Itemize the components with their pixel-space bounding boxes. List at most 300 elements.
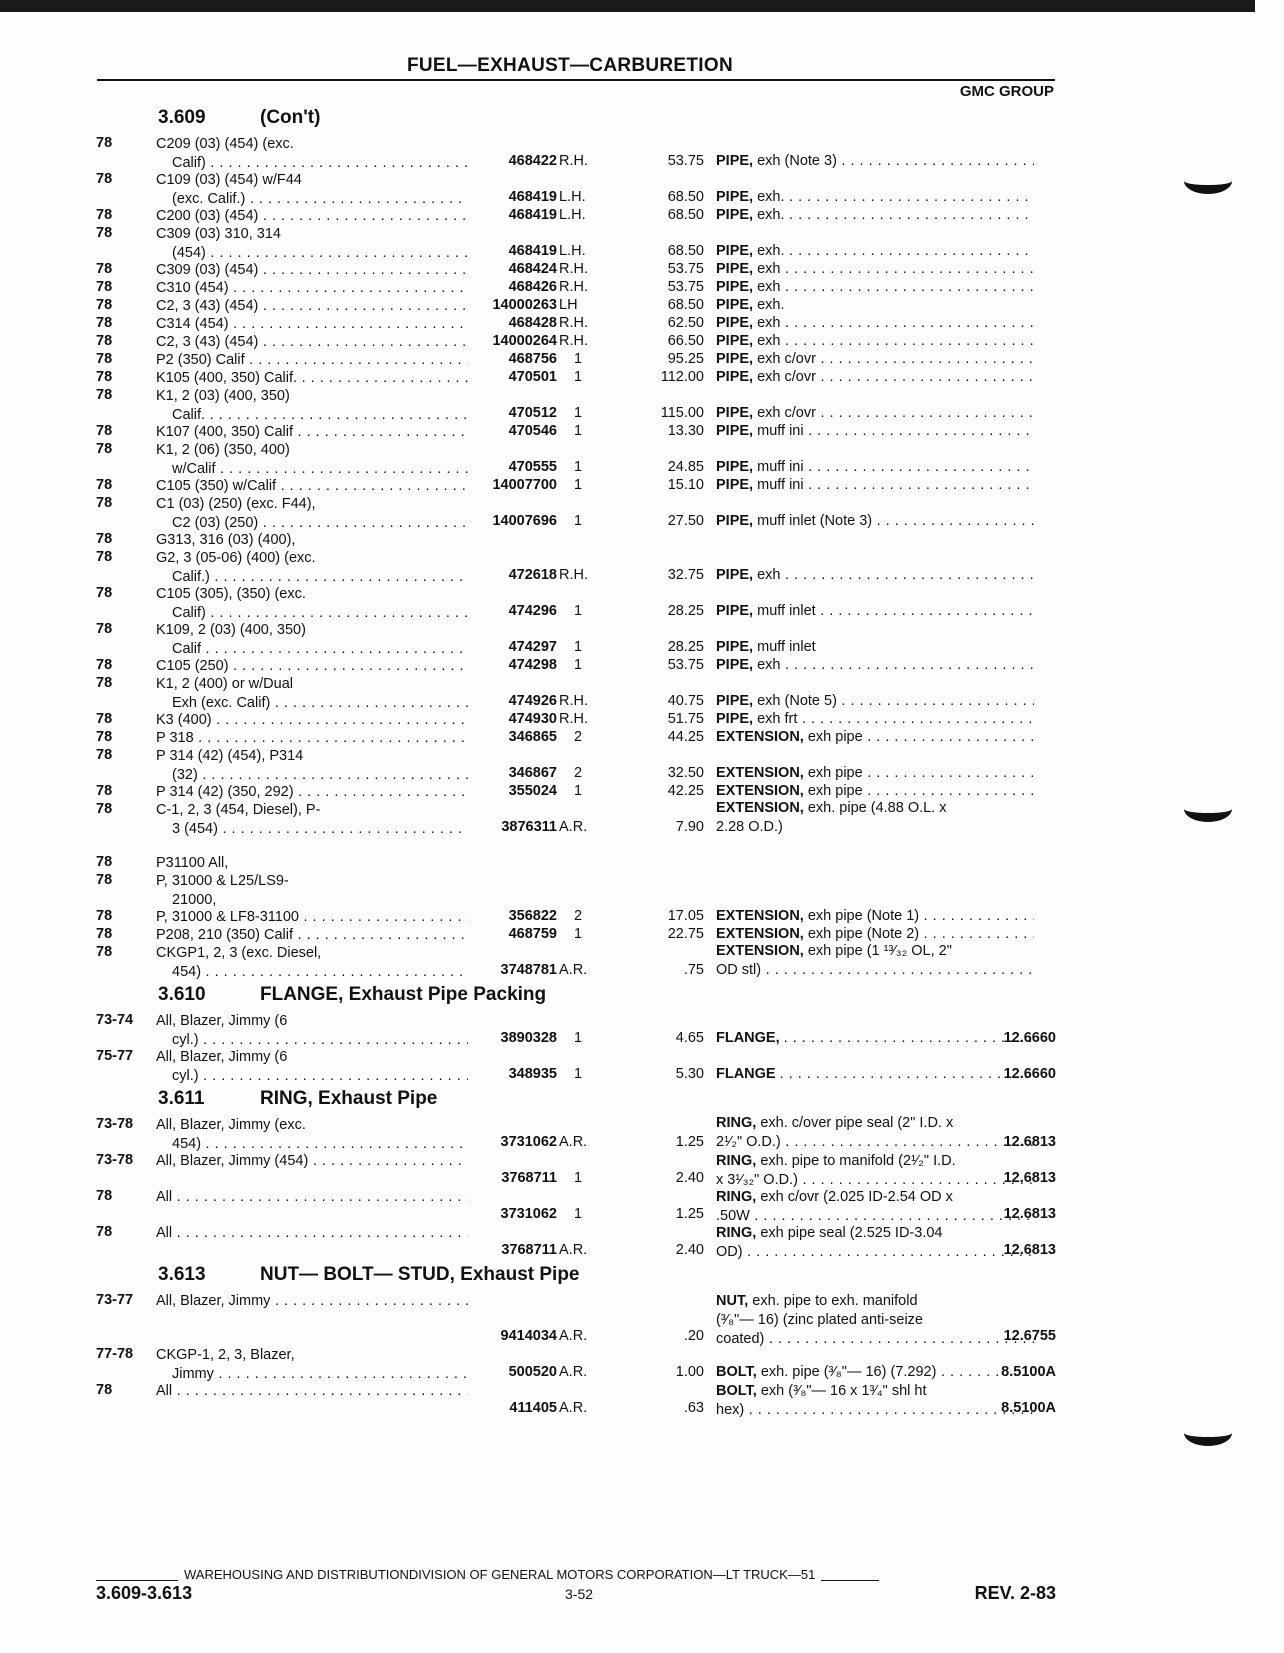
list-price: 53.75 [667, 657, 704, 673]
description-keyword: PIPE, [716, 207, 754, 223]
part-number-value: 14000264 [492, 333, 557, 349]
model-year: 78 [96, 549, 113, 565]
description-keyword: EXTENSION, [716, 943, 804, 959]
list-price: 24.85 [667, 459, 704, 475]
part-number [372, 1241, 597, 1260]
list-price: 53.75 [667, 261, 704, 277]
reference-number: 12.6660 [1003, 1030, 1056, 1046]
description-keyword: PIPE, [716, 657, 754, 673]
quantity-unit: R.H. [559, 711, 588, 727]
model-year: 78 [96, 495, 113, 511]
quantity-unit: 1 [573, 459, 583, 475]
list-price: 2.40 [675, 1170, 704, 1186]
list-price: 2.40 [675, 1242, 704, 1258]
description [716, 278, 1034, 297]
application-line: Calif. . . . [156, 406, 468, 425]
table-row [96, 333, 1056, 351]
table-row [96, 1346, 1056, 1382]
description [716, 1029, 1034, 1048]
application-line: All, Blazer, Jimmy (6 [156, 1013, 288, 1029]
application-line: w/Calif . . . [156, 460, 468, 479]
quantity-unit: A.R. [559, 1364, 588, 1380]
model-year: 78 [96, 225, 113, 241]
model-year: 78 [96, 261, 113, 277]
quantity-unit: 1 [573, 1170, 583, 1186]
model-year: 78 [96, 387, 113, 403]
model-year: 73-77 [96, 1292, 134, 1308]
model-year: 78 [96, 477, 113, 493]
list-price: 7.90 [675, 819, 704, 835]
application-line: K1, 2 (03) (400, 350) [156, 388, 290, 404]
list-price: 53.75 [667, 279, 704, 295]
table-row [96, 1152, 1056, 1188]
table-row [96, 225, 1056, 261]
quantity-unit: 2 [573, 765, 583, 781]
table-row [96, 657, 1056, 675]
description-keyword: PIPE, [716, 153, 754, 169]
binder-mark-3 [1184, 1420, 1232, 1446]
description [716, 1152, 1034, 1190]
section-title: (Con't) [260, 107, 321, 128]
description-keyword: FLANGE [716, 1066, 776, 1082]
description-line [716, 512, 1034, 531]
application-line: C200 (03) (454) . . . [156, 207, 468, 226]
list-price: 68.50 [667, 207, 704, 223]
model-year: 73-74 [96, 1012, 134, 1028]
table-row [96, 549, 1056, 585]
description [716, 799, 1034, 837]
description-line [716, 1382, 1034, 1401]
table-row [96, 585, 1056, 621]
description-text: exh frt [757, 711, 798, 727]
description-text: exh. [757, 243, 785, 259]
description-keyword: PIPE, [716, 693, 754, 709]
quantity-unit: 1 [573, 405, 583, 421]
description [716, 566, 1034, 585]
description-text: muff inlet (Note 3) [757, 513, 873, 529]
table-row [96, 1224, 1056, 1260]
description-line [716, 1029, 1034, 1048]
description-keyword: RING, [716, 1153, 757, 1169]
part-number-value: 470501 [508, 369, 557, 385]
application-line: All, Blazer, Jimmy (454) . . . [156, 1152, 468, 1171]
quantity-unit: A.R. [559, 1134, 588, 1150]
quantity-unit: 1 [573, 657, 583, 673]
description [716, 602, 1034, 621]
table-row [96, 387, 1056, 423]
description-line [716, 710, 1034, 729]
quantity-unit: R.H. [559, 315, 588, 331]
quantity-unit: LH [559, 297, 578, 313]
part-number-value: 468419 [508, 243, 557, 259]
description-keyword: NUT, [716, 1293, 749, 1309]
description-keyword: PIPE, [716, 189, 754, 205]
application-line: K109, 2 (03) (400, 350) [156, 622, 306, 638]
reference-number: 12.6813 [1003, 1134, 1056, 1150]
model-year: 78 [96, 423, 113, 439]
description-line [716, 332, 1034, 351]
list-price: 53.75 [667, 153, 704, 169]
part-number [372, 710, 597, 729]
description-line [716, 1133, 1034, 1152]
description-line [716, 1065, 1034, 1084]
description-keyword: FLANGE, [716, 1030, 780, 1046]
part-number [372, 1327, 597, 1346]
application-line: Calif) . . . [156, 154, 468, 173]
quantity-unit: L.H. [559, 189, 586, 205]
part-number [372, 476, 597, 495]
description-text: exh (Note 3) [757, 153, 837, 169]
application-line: C2 (03) (250) . . . [156, 514, 468, 533]
model-year: 78 [96, 783, 113, 799]
part-number-value: 411405 [509, 1400, 557, 1416]
table-row [96, 495, 1056, 531]
model-year: 78 [96, 369, 113, 385]
application-line: C314 (454) . . . [156, 315, 468, 334]
description-line [716, 1114, 1034, 1133]
reference-number: 12.6813 [1003, 1242, 1056, 1258]
description-text: exh. pipe to manifold (2¹⁄₂" I.D. [760, 1153, 956, 1169]
quantity-unit: R.H. [559, 279, 588, 295]
description-text: muff ini [757, 423, 804, 439]
description-text: exh [757, 567, 781, 583]
part-number [372, 422, 597, 441]
part-number [372, 296, 597, 315]
description-keyword: PIPE, [716, 243, 754, 259]
reference-number: 12.6660 [1003, 1066, 1056, 1082]
description-keyword: PIPE, [716, 369, 754, 385]
list-price: 4.65 [675, 1030, 704, 1046]
description-line [716, 314, 1034, 333]
application-line: K107 (400, 350) Calif . . . [156, 423, 468, 442]
application-line: All . . . [156, 1224, 468, 1243]
list-price: 112.00 [660, 369, 704, 385]
table-row [96, 441, 1056, 477]
reference-number: 8.5100A [1001, 1400, 1056, 1416]
part-number-value: 14007700 [492, 477, 557, 493]
description-text: exh pipe (1 ¹³⁄₃₂ OL, 2" [807, 943, 952, 959]
description [716, 260, 1034, 279]
description-text: exh pipe seal (2.525 ID-3.04 [760, 1225, 943, 1241]
model-year: 73-78 [96, 1116, 134, 1132]
list-price: 1.25 [675, 1206, 704, 1222]
part-number [372, 242, 597, 261]
description [716, 728, 1034, 747]
description-line [716, 942, 1034, 961]
part-number-value: 355024 [508, 783, 557, 799]
description [716, 350, 1034, 369]
model-year: 78 [96, 801, 113, 817]
part-number-value: 468426 [508, 279, 557, 295]
application-line: G2, 3 (05-06) (400) (exc. [156, 550, 316, 566]
part-number-value: 472618 [508, 567, 557, 583]
quantity-unit: R.H. [559, 333, 588, 349]
description-line [716, 152, 1034, 171]
application-line: Jimmy . . . [156, 1365, 468, 1384]
model-year: 78 [96, 207, 113, 223]
description [716, 1292, 1034, 1349]
quantity-unit: 1 [573, 1206, 583, 1222]
table-row [96, 872, 1056, 908]
application-line: P 318 . . . [156, 729, 468, 748]
description-text: exh. [757, 297, 785, 313]
list-price: 44.25 [667, 729, 704, 745]
description-text: exh pipe (Note 2) [807, 926, 920, 942]
description-text: .50W [716, 1208, 750, 1224]
description-text: muff ini [757, 477, 804, 493]
section-title: FLANGE, Exhaust Pipe Packing [260, 984, 547, 1005]
part-number-value: 500520 [508, 1364, 557, 1380]
description-line [716, 404, 1034, 423]
description-line [716, 764, 1034, 783]
quantity-unit: R.H. [559, 567, 588, 583]
part-number [372, 961, 597, 980]
description-keyword: PIPE, [716, 513, 754, 529]
description-line [716, 602, 1034, 621]
application-line: C310 (454) . . . [156, 279, 468, 298]
part-number [372, 656, 597, 675]
part-number [372, 728, 597, 747]
part-number-value: 356822 [508, 908, 557, 924]
application-line: Calif) . . . [156, 604, 468, 623]
description-text: exh. pipe to exh. manifold [752, 1293, 918, 1309]
description-text: exh. [757, 207, 785, 223]
model-year: 78 [96, 315, 113, 331]
model-year: 78 [96, 711, 113, 727]
description-text: exh c/ovr (2.025 ID-2.54 OD x [760, 1189, 953, 1205]
description-line [716, 656, 1034, 675]
quantity-unit: 1 [573, 351, 583, 367]
description [716, 422, 1034, 441]
application-line: C109 (03) (454) w/F44 [156, 172, 302, 188]
application-line: Exh (exc. Calif) . . . [156, 694, 468, 713]
quantity-unit: 1 [573, 477, 583, 493]
table-row [96, 1012, 1056, 1048]
model-year: 78 [96, 1224, 113, 1240]
description [716, 512, 1034, 531]
part-number [372, 152, 597, 171]
quantity-unit: 1 [573, 603, 583, 619]
description-keyword: PIPE, [716, 405, 754, 421]
application-line: P2 (350) Calif . . . [156, 351, 468, 370]
model-year: 78 [96, 441, 113, 457]
section-header [96, 1084, 1056, 1116]
model-year: 78 [96, 675, 113, 691]
reference-number: 12.6813 [1003, 1206, 1056, 1222]
footer-division-text: WAREHOUSING AND DISTRIBUTIONDIVISION OF GENERAL MOTORS CORPORATION—LT TRUCK—51 [184, 1567, 816, 1582]
description [716, 1065, 1034, 1084]
application-line: 454) . . . [156, 1135, 468, 1154]
description [716, 206, 1034, 225]
model-year: 78 [96, 333, 113, 349]
description [716, 1224, 1034, 1262]
description-text: OD) [716, 1244, 743, 1260]
table-row [96, 801, 1056, 837]
application-line: C-1, 2, 3 (454, Diesel), P- [156, 802, 321, 818]
description [716, 242, 1034, 261]
list-price: 32.50 [667, 765, 704, 781]
model-year: 78 [96, 729, 113, 745]
part-number [372, 782, 597, 801]
part-number [372, 404, 597, 423]
list-price: 95.25 [667, 351, 704, 367]
section-number: 3.613 [158, 1264, 206, 1285]
section-title: NUT— BOLT— STUD, Exhaust Pipe [260, 1264, 580, 1285]
description-line [716, 1311, 1034, 1330]
part-number [372, 458, 597, 477]
part-number-value: 474298 [508, 657, 557, 673]
list-price: 40.75 [667, 693, 704, 709]
part-number-value: 468419 [508, 189, 557, 205]
application-line: P 314 (42) (454), P314 [156, 748, 304, 764]
description-line [716, 1292, 1034, 1311]
part-number-value: 3890328 [500, 1030, 557, 1046]
table-row [96, 711, 1056, 729]
part-number [372, 1133, 597, 1152]
application-line: C209 (03) (454) (exc. [156, 136, 294, 152]
model-year: 78 [96, 531, 113, 547]
description-text: 2.28 O.D.) [716, 819, 783, 835]
quantity-unit: L.H. [559, 243, 586, 259]
description-line [716, 1188, 1034, 1207]
part-number [372, 818, 597, 837]
part-number-value: 3748781 [500, 962, 557, 978]
description-text: exh. c/over pipe seal (2" I.D. x [760, 1115, 954, 1131]
part-number-value: 474930 [508, 711, 557, 727]
description-keyword: PIPE, [716, 639, 754, 655]
section-header [96, 980, 1056, 1012]
description-text: exh c/ovr [757, 405, 816, 421]
description-keyword: PIPE, [716, 279, 754, 295]
header-rule [97, 79, 1055, 81]
quantity-unit: 2 [573, 908, 583, 924]
quantity-unit: 1 [573, 1066, 583, 1082]
application-line: (32) . . . [156, 766, 468, 785]
application-line: P 314 (42) (350, 292) . . . [156, 783, 468, 802]
application [156, 531, 468, 550]
application-line: C309 (03) (454) . . . [156, 261, 468, 280]
list-price: 5.30 [675, 1066, 704, 1082]
list-price: .75 [683, 962, 704, 978]
list-price: 68.50 [667, 243, 704, 259]
description-keyword: BOLT, [716, 1364, 757, 1380]
table-row [96, 477, 1056, 495]
part-number-value: 474297 [508, 639, 557, 655]
part-number [372, 1169, 597, 1188]
model-year: 78 [96, 171, 113, 187]
part-number-value: 346867 [508, 765, 557, 781]
description-keyword: PIPE, [716, 603, 754, 619]
table-row [96, 1188, 1056, 1224]
description [716, 1114, 1034, 1152]
quantity-unit: 1 [573, 783, 583, 799]
part-number [372, 278, 597, 297]
table-row [96, 261, 1056, 279]
part-number-value: 14007696 [492, 513, 557, 529]
list-price: .20 [683, 1328, 704, 1344]
application-line: 3 (454) . . . [156, 820, 468, 839]
footer-rule-left [96, 1570, 178, 1581]
reference-number: 8.5100A [1001, 1364, 1056, 1380]
parts-catalog [96, 103, 1056, 1418]
description-text: exh [757, 657, 781, 673]
part-number [372, 1065, 597, 1084]
description-line [716, 206, 1034, 225]
application-line: All . . . [156, 1382, 468, 1401]
model-year: 78 [96, 944, 113, 960]
table-row [96, 135, 1056, 171]
application-line: All, Blazer, Jimmy . . . [156, 1292, 468, 1311]
table-row [96, 854, 1056, 872]
description-keyword: PIPE, [716, 423, 754, 439]
model-year: 78 [96, 854, 113, 870]
list-price: 27.50 [667, 513, 704, 529]
binder-mark-2 [1184, 796, 1232, 822]
description [716, 476, 1034, 495]
model-year: 78 [96, 297, 113, 313]
description-text: exh pipe [807, 765, 863, 781]
part-number [372, 1363, 597, 1382]
list-price: 17.05 [667, 908, 704, 924]
part-number [372, 566, 597, 585]
application-line: CKGP1, 2, 3 (exc. Diesel, [156, 945, 322, 961]
description-text: muff inlet [757, 639, 816, 655]
quantity-unit: A.R. [559, 1242, 588, 1258]
application-line: C105 (350) w/Calif . . . [156, 477, 468, 496]
description [716, 368, 1034, 387]
part-number-value: 474926 [508, 693, 557, 709]
model-year: 73-78 [96, 1152, 134, 1168]
description-keyword: EXTENSION, [716, 783, 804, 799]
list-price: 15.10 [667, 477, 704, 493]
description-keyword: PIPE, [716, 297, 754, 313]
model-year: 78 [96, 926, 113, 942]
model-year: 75-77 [96, 1048, 134, 1064]
description-keyword: PIPE, [716, 333, 754, 349]
table-row [96, 747, 1056, 783]
description-keyword: PIPE, [716, 459, 754, 475]
part-number [372, 1399, 597, 1418]
description-keyword: PIPE, [716, 261, 754, 277]
part-number-value: 468756 [508, 351, 557, 367]
part-number-value: 468424 [508, 261, 557, 277]
part-number [372, 188, 597, 207]
description [716, 458, 1034, 477]
description-line [716, 692, 1034, 711]
description [716, 907, 1034, 926]
quantity-unit: 2 [573, 729, 583, 745]
description [716, 404, 1034, 423]
description [716, 314, 1034, 333]
application-line: 454) . . . [156, 963, 468, 982]
application-line: P, 31000 & L25/LS9- [156, 873, 289, 889]
description-line [716, 728, 1034, 747]
list-price: .63 [683, 1400, 704, 1416]
description [716, 188, 1034, 207]
description-text: exh (³⁄₈"— 16 x 1³⁄₄" shl ht [760, 1383, 927, 1399]
table-row [96, 1382, 1056, 1418]
application-line: C105 (250) . . . [156, 657, 468, 676]
part-number-value: 468759 [508, 926, 557, 942]
application-line: C2, 3 (43) (454) . . . [156, 333, 468, 352]
part-number [372, 764, 597, 783]
table-row [96, 1048, 1056, 1084]
description-line [716, 188, 1034, 207]
model-year: 78 [96, 908, 113, 924]
application-line: All, Blazer, Jimmy (exc. [156, 1117, 306, 1133]
description-line [716, 907, 1034, 926]
description-line [716, 566, 1034, 585]
